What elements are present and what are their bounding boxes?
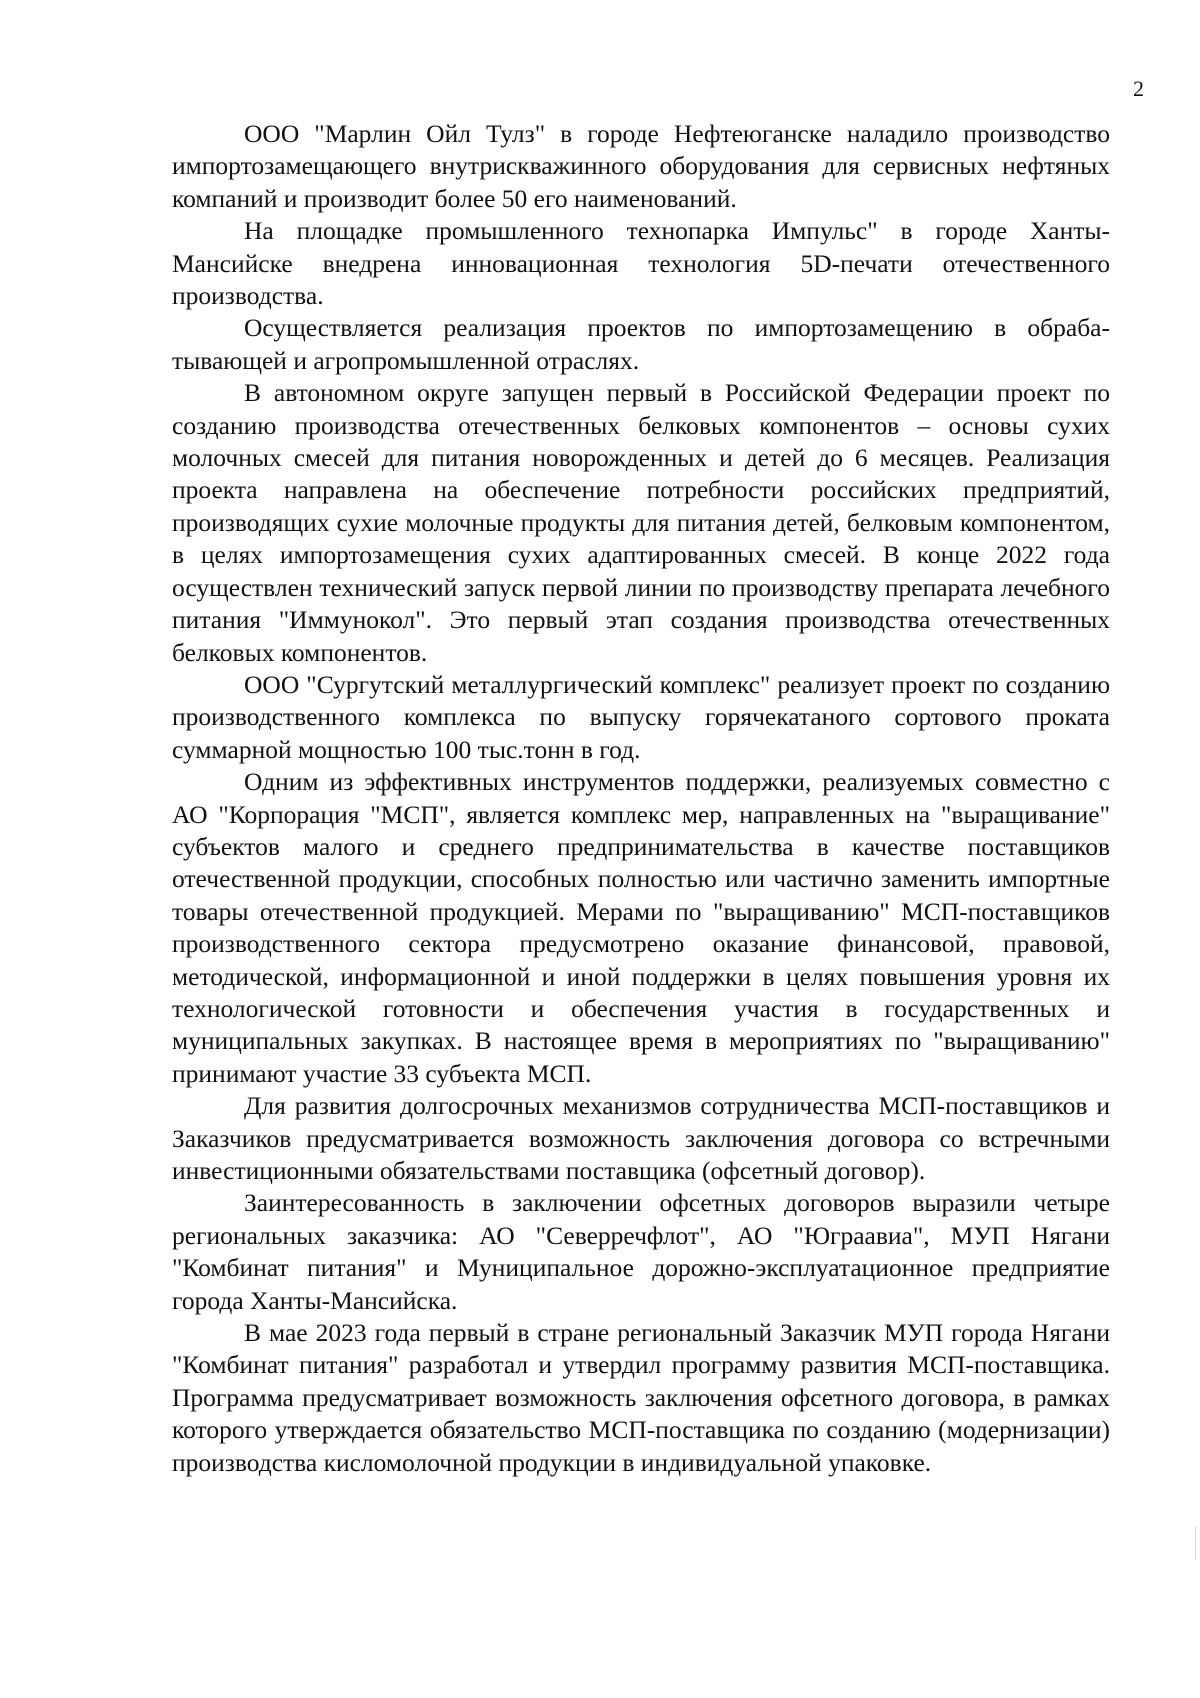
paragraph-2: На площадке промышленного технопарка Импульс" в городе Ханты-Мансийске внедрена инновационная технология 5D-печати отечественного производства. xyxy=(172,216,1110,311)
paragraph-4: В автономном округе запущен первый в Российской Федерации проект по созданию производства отечественных белковых компонентов – основы сухих молочных смесей для питания новорожденных и детей до 6 месяцев. Реализация проекта направлена на обеспечение потребности российских предприятий, производящих сухие молочные продукты для питания детей, белковым компонентом, в целях импортозамещения сухих адаптированных смесей. В конце 2022 года осуществлен технический запуск первой линии по производству препарата лечебного питания "Иммунокол". Это первый этап создания производства отечественных белковых компонентов. xyxy=(172,378,1110,667)
document-body xyxy=(172,118,1110,1479)
paragraph-6: Одним из эффективных инструментов поддержки, реализуемых совместно с АО "Корпорация "МСП", является комплекс мер, направленных на "выращивание" субъектов малого и среднего предпринимательства в качестве поставщиков отечественной продукции, способных полностью или частично заменить импортные товары отечественной продукцией. Мерами по "выращиванию" МСП-поставщиков производственного сектора предусмотрено оказание финансовой, правовой, методической, информационной и иной поддержки в целях повышения уровня их технологической готовности и обеспечения участия в государственных и муниципальных закупках. В настоящее время в мероприятиях по "выращиванию" принимают участие 33 субъекта МСП. xyxy=(172,767,1110,1088)
scan-mark xyxy=(1195,1526,1196,1560)
page-number: 2 xyxy=(1133,76,1144,101)
paragraph-9: В мае 2023 года первый в стране региональный Заказчик МУП города Нягани "Комбинат питания" разработал и утвердил программу развития МСП-поставщика. Программа предусматривает возможность заключения офсетного договора, в рамках которого утверждается обязательство МСП-поставщика по созданию (модернизации) производства кисломолочной продукции в индивидуальной упаковке. xyxy=(172,1318,1110,1477)
paragraph-5: ООО "Сургутский металлургический комплекс" реализует проект по созданию производственного комплекса по выпуску горячекатаного сортового проката суммарной мощностью 100 тыс.тонн в год. xyxy=(172,669,1110,764)
paragraph-1: ООО "Марлин Ойл Тулз" в городе Нефтеюганске наладило производство импортозамещающего внутрискважинного оборудования для сервисных нефтяных компаний и производит более 50 его наименований. xyxy=(172,119,1110,213)
paragraph-8: Заинтересованность в заключении офсетных договоров выразили четыре региональных заказчика: АО "Северречфлот", АО "Юграавиа", МУП Нягани "Комбинат питания" и Муниципальное дорожно-эксплуатационное предприятие города Ханты-Мансийска. xyxy=(172,1188,1110,1315)
paragraph-7: Для развития долгосрочных механизмов сотрудничества МСП-поставщиков и Заказчиков предусматривается возможность заключения договора со встречными инвестиционными обязательствами поставщика (офсетный договор). xyxy=(172,1091,1110,1185)
paragraph-3: Осуществляется реализация проектов по импортозамещению в обрабатывающей и агропромышленной отраслях. xyxy=(172,313,1110,375)
